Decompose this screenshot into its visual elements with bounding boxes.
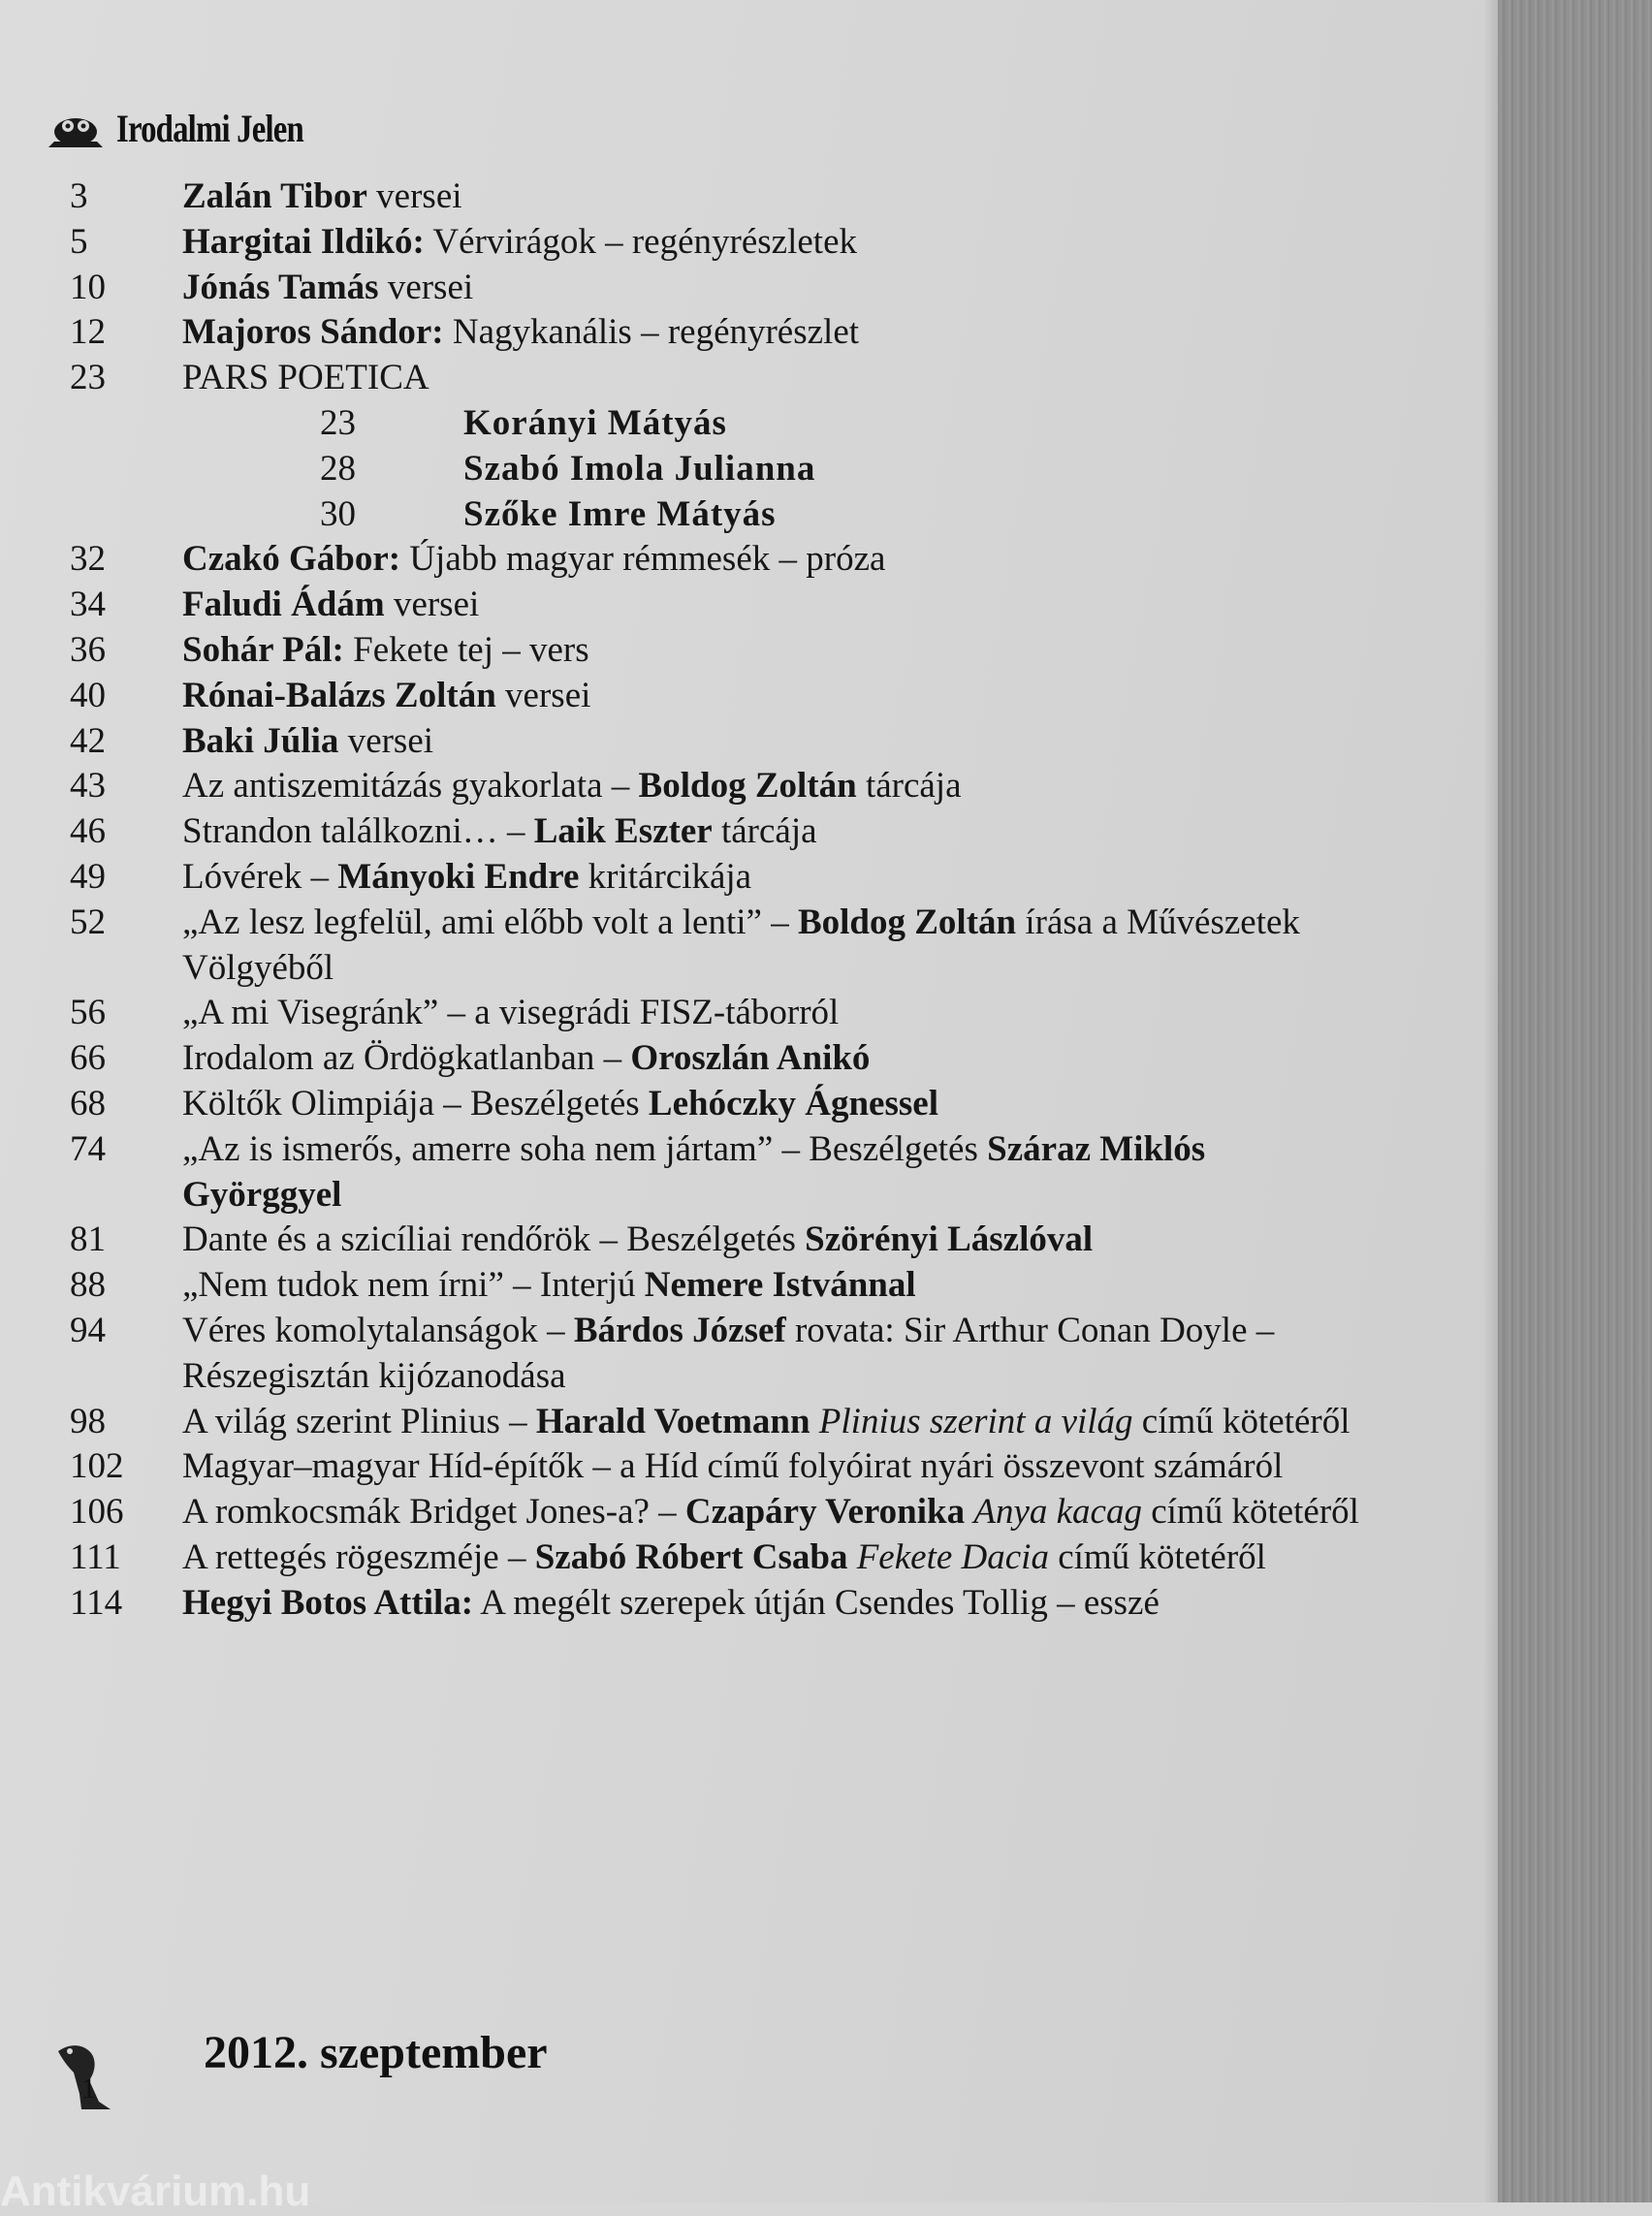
toc-title (182, 991, 1359, 1036)
toc-title (182, 583, 1359, 628)
masthead-title: Irodalmi Jelen (116, 106, 303, 150)
toc-title (182, 809, 1359, 855)
toc-entry (70, 266, 1359, 311)
title-text: Fekete tej – vers (343, 629, 589, 670)
title-text: versei (495, 675, 591, 715)
toc-title (182, 310, 1359, 356)
author-name: Szabó Imola Julianna (463, 448, 816, 489)
title-text: A romkocsmák Bridget Jones-a? – (182, 1492, 685, 1533)
author-name: Száraz Miklós Györggyel (182, 1128, 1206, 1215)
toc-page-number: 5 (70, 221, 88, 262)
title-text: A megélt szerepek útján Csendes Tollig – esszé (473, 1582, 1160, 1623)
toc-page-number: 40 (70, 675, 106, 715)
author-name: Boldog Zoltán (797, 902, 1017, 942)
author-name: Mányoki Endre (337, 856, 580, 897)
book-title: Fekete Dacia (856, 1536, 1049, 1577)
toc-title (182, 901, 1359, 992)
toc-page-number: 43 (70, 766, 106, 807)
title-text: Dante és a szicíliai rendőrök – Beszélgetés (182, 1219, 806, 1260)
toc-entry (70, 1127, 1359, 1219)
toc-page-number: 56 (70, 993, 106, 1033)
toc-title (182, 1036, 1359, 1082)
toc-page-number: 12 (70, 312, 106, 353)
title-text: kritárcikája (579, 856, 752, 897)
toc-page-number: 49 (70, 856, 106, 897)
inkwell-bird-icon (52, 2034, 155, 2113)
author-name: Czakó Gábor: (182, 539, 401, 580)
author-name: Szabó Róbert Csaba (534, 1536, 848, 1577)
toc-title (182, 1082, 1359, 1127)
title-text: Költők Olimpiája – Beszélgetés (182, 1083, 649, 1124)
author-name: Majoros Sándor: (182, 312, 444, 353)
title-text: „Nem tudok nem írni” – Interjú (182, 1265, 645, 1306)
toc-title (463, 447, 1359, 492)
toc-entry (70, 583, 1359, 628)
toc-entry (70, 1036, 1359, 1082)
toc-page-number: 88 (70, 1265, 106, 1306)
title-text: PARS POETICA (182, 358, 429, 398)
watermark: Antikvárium.hu (0, 2168, 311, 2215)
toc-page-number: 68 (70, 1083, 106, 1124)
title-text: versei (366, 176, 462, 216)
author-name: Rónai-Balázs Zoltán (182, 675, 496, 715)
title-text: Véres komolytalanságok – (182, 1310, 574, 1350)
author-name: Szőke Imre Mátyás (463, 493, 777, 534)
toc-page-number: 106 (70, 1492, 124, 1533)
toc-entry (70, 855, 1359, 901)
title-text: című kötetéről (1048, 1536, 1266, 1577)
toc-entry (70, 991, 1359, 1036)
toc-entry (70, 901, 1359, 992)
toc-title (182, 1490, 1359, 1535)
toc-title (182, 1581, 1359, 1627)
title-text: című kötetéről (1141, 1492, 1359, 1533)
toc-entry (70, 537, 1359, 583)
toc-title (182, 356, 1359, 401)
author-name: Zalán Tibor (182, 176, 367, 216)
toc-page-number: 81 (70, 1219, 106, 1260)
toc-page-number: 98 (70, 1401, 106, 1441)
toc-page-number: 32 (70, 539, 106, 580)
title-text: „Az is ismerős, amerre soha nem jártam” – Beszélgetés (182, 1128, 988, 1169)
author-name: Hegyi Botos Attila: (182, 1582, 474, 1623)
toc-entry (70, 1444, 1359, 1490)
toc-page-number: 30 (320, 493, 356, 534)
author-name: Hargitai Ildikó: (182, 221, 425, 262)
toc-title (182, 1535, 1359, 1581)
title-text: Az antiszemitázás gyakorlata – (182, 766, 639, 807)
title-text: „A mi Visegránk” – a visegrádi FISZ-táborról (182, 993, 840, 1033)
title-text: A rettegés rögeszméje – (182, 1536, 535, 1577)
author-name: Laik Eszter (533, 811, 713, 852)
title-text (847, 1537, 856, 1577)
toc-title (182, 1400, 1359, 1445)
toc-subentry (70, 401, 1359, 447)
toc-title (182, 855, 1359, 901)
author-name: Faludi Ádám (182, 585, 385, 625)
author-name: Sohár Pál: (182, 629, 344, 670)
toc-subentry (70, 447, 1359, 492)
toc-page-number: 34 (70, 585, 106, 625)
toc-page-number: 52 (70, 902, 106, 942)
toc-entry (70, 764, 1359, 809)
toc-entry (70, 220, 1359, 266)
toc-entry (70, 1082, 1359, 1127)
toc-page-number: 114 (70, 1582, 123, 1623)
toc-entry (70, 719, 1359, 765)
toc-entry (70, 674, 1359, 719)
toc-entry (70, 1490, 1359, 1535)
title-text: versei (384, 585, 480, 625)
title-text: Irodalom az Ördögkatlanban – (182, 1038, 631, 1079)
toc-title (463, 492, 1359, 538)
toc-page-number: 36 (70, 629, 106, 670)
title-text: versei (338, 720, 434, 761)
toc-title (182, 1444, 1359, 1490)
toc-page-number: 111 (70, 1536, 121, 1577)
toc-page-number: 23 (320, 402, 356, 443)
toc-entry (70, 1218, 1359, 1263)
toc-page-number: 102 (70, 1446, 124, 1487)
toc-entry (70, 1535, 1359, 1581)
toc-entry (70, 174, 1359, 220)
author-name: Baki Júlia (182, 720, 339, 761)
toc-title (182, 266, 1359, 311)
toc-page-number: 10 (70, 267, 106, 307)
masthead (45, 105, 344, 151)
title-text: írása a Művészetek Völgyéből (182, 902, 1300, 988)
toc-subentry (70, 492, 1359, 538)
title-text: Strandon találkozni… – (182, 811, 534, 852)
toc-title (182, 719, 1359, 765)
toc-page-number: 23 (70, 358, 106, 398)
toc-title (182, 1218, 1359, 1263)
title-text: A világ szerint Plinius – (182, 1401, 536, 1441)
toc-title (182, 537, 1359, 583)
title-text: versei (378, 267, 474, 307)
toc-page-number: 28 (320, 448, 356, 489)
author-name: Szörényi Lászlóval (805, 1219, 1094, 1260)
author-name: Boldog Zoltán (638, 766, 857, 807)
table-of-contents (70, 174, 1359, 1627)
title-text: Újabb magyar rémmesék – próza (400, 539, 886, 580)
toc-entry (70, 310, 1359, 356)
author-name: Bárdos József (573, 1310, 786, 1350)
toc-entry (70, 1581, 1359, 1627)
toc-page-number: 3 (70, 176, 88, 216)
title-text (810, 1402, 819, 1441)
author-name: Korányi Mátyás (463, 402, 727, 443)
title-text: Lóvérek – (182, 856, 338, 897)
title-text: Magyar–magyar Híd-építők – a Híd című folyóirat nyári összevont számáról (182, 1446, 1284, 1487)
toc-entry (70, 628, 1359, 674)
author-name: Lehóczky Ágnessel (648, 1083, 938, 1124)
title-text: Vérvirágok – regényrészletek (424, 221, 857, 262)
toc-title (182, 674, 1359, 719)
page-number: 1 (81, 2073, 96, 2105)
title-text (965, 1492, 973, 1532)
title-text: „Az lesz legfelül, ami előbb volt a lenti” – (182, 902, 798, 942)
toc-title (182, 628, 1359, 674)
toc-title (182, 764, 1359, 809)
toc-title (182, 220, 1359, 266)
title-text: rovata: Sir Arthur Conan Doyle – Részegisztán kijózanodása (182, 1310, 1275, 1396)
toc-entry (70, 356, 1359, 401)
book-title: Plinius szerint a világ (818, 1401, 1133, 1441)
title-text: tárcája (856, 766, 962, 807)
book-title: Anya kacag (973, 1492, 1142, 1533)
book-edge (1498, 0, 1652, 2202)
toc-entry (70, 1309, 1359, 1400)
toc-page-number: 66 (70, 1038, 106, 1079)
author-name: Czapáry Veronika (684, 1492, 966, 1533)
toc-title (182, 1263, 1359, 1309)
title-text: Nagykanális – regényrészlet (443, 312, 860, 353)
author-name: Jónás Tamás (182, 267, 379, 307)
toc-entry (70, 1263, 1359, 1309)
author-name: Nemere Istvánnal (644, 1265, 916, 1306)
toc-title (182, 174, 1359, 220)
toc-title (182, 1309, 1359, 1400)
title-text: című kötetéről (1132, 1401, 1350, 1441)
author-name: Oroszlán Anikó (630, 1038, 871, 1079)
toc-title (182, 1127, 1359, 1219)
toc-entry (70, 1400, 1359, 1445)
owl-icon (45, 107, 107, 149)
toc-page-number: 74 (70, 1128, 106, 1169)
author-name: Harald Voetmann (535, 1401, 810, 1441)
issue-date: 2012. szeptember (204, 2027, 548, 2078)
toc-title (463, 401, 1359, 447)
toc-page-number: 42 (70, 720, 106, 761)
toc-entry (70, 809, 1359, 855)
toc-page-number: 46 (70, 811, 106, 852)
toc-page-number: 94 (70, 1310, 106, 1350)
title-text: tárcája (712, 811, 817, 852)
